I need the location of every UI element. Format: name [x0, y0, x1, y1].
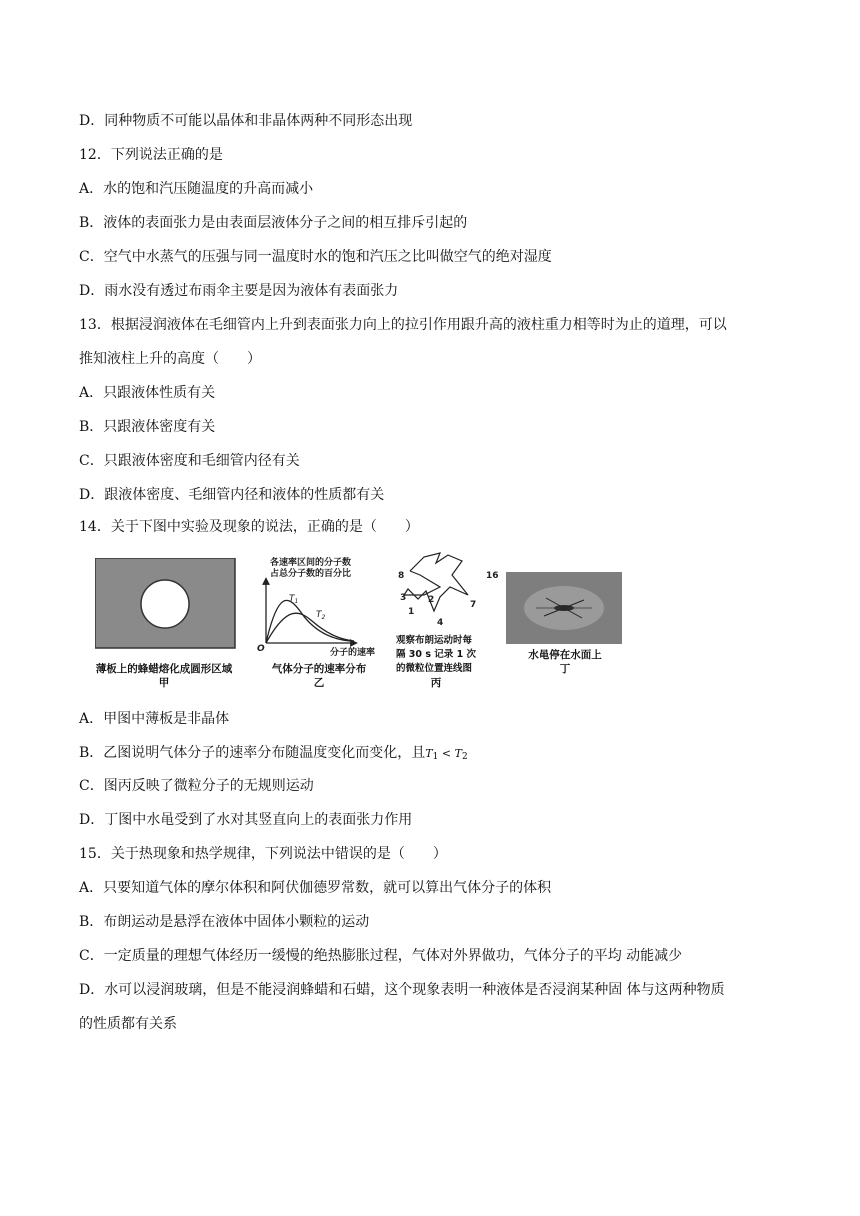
- yi-curve2-label: $T_2$: [316, 610, 326, 621]
- q15-option-c: C．一定质量的理想气体经历一缓慢的绝热膨胀过程，气体对外界做功，气体分子的平均 动能减少: [79, 948, 683, 964]
- q15-option-b: B．布朗运动是悬浮在液体中固体小颗粒的运动: [79, 914, 370, 930]
- bing-point-1: 1: [408, 607, 415, 617]
- q14-option-a: A．甲图中薄板是非晶体: [79, 711, 230, 727]
- bing-point-4: 4: [437, 618, 444, 628]
- figure-bing-caption-3: 的微粒位置连线图: [396, 663, 473, 674]
- figure-bing-caption-1: 观察布朗运动时每: [396, 635, 473, 646]
- yi-xlabel: 分子的速率: [330, 648, 376, 658]
- q13-stem-line2: 推知液柱上升的高度（ ）: [79, 351, 261, 367]
- yi-ylabel-1: 各速率区间的分子数: [270, 558, 352, 568]
- q12-stem: 12．下列说法正确的是: [79, 147, 223, 163]
- q15-stem: 15．关于热现象和热学规律，下列说法中错误的是（ ）: [79, 846, 447, 862]
- figure-bing-caption-2: 隔 30 s 记录 1 次: [396, 649, 477, 660]
- yi-ylabel-2: 占总分子数的百分比: [270, 569, 352, 579]
- figure-yi-label: 乙: [313, 677, 325, 689]
- q14-figures: [84, 551, 624, 701]
- bing-point-3: 3: [400, 593, 407, 603]
- figure-ding-label: 丁: [559, 663, 571, 675]
- q15-option-d-line1: D．水可以浸润玻璃，但是不能浸润蜂蜡和石蜡，这个现象表明一种液体是否浸润某种固 体与这两种物质: [79, 982, 725, 998]
- brownian-path-diagram: [396, 551, 504, 631]
- yi-curve1-label: $T_1$: [289, 594, 299, 605]
- bing-point-8: 8: [398, 571, 405, 581]
- q12-option-c: C．空气中水蒸气的压强与同一温度时水的饱和汽压之比叫做空气的绝对湿度: [79, 249, 552, 265]
- wax-plate-image: [95, 558, 245, 658]
- figure-jia-caption: 薄板上的蜂蜡熔化成圆形区域: [95, 663, 233, 675]
- q15-option-d-line2: 的性质都有关系: [79, 1016, 177, 1032]
- figure-bing-label: 丙: [430, 677, 442, 689]
- q14-option-b: B．乙图说明气体分子的速率分布随温度变化而变化，且$T_1 < T_2$: [79, 745, 468, 762]
- water-strider-photo: [506, 572, 624, 646]
- bing-point-16: 16: [486, 571, 499, 581]
- bing-point-2: 2: [428, 595, 435, 605]
- q12-option-d: D．雨水没有透过布雨伞主要是因为液体有表面张力: [79, 283, 399, 299]
- q14-option-d: D．丁图中水黾受到了水对其竖直向上的表面张力作用: [79, 812, 413, 828]
- q13-option-b: B．只跟液体密度有关: [79, 419, 216, 435]
- q15-option-a: A．只要知道气体的摩尔体积和阿伏伽德罗常数，就可以算出气体分子的体积: [79, 880, 552, 896]
- q13-option-a: A．只跟液体性质有关: [79, 385, 216, 401]
- figure-jia-label: 甲: [158, 677, 170, 689]
- q12-option-a: A．水的饱和汽压随温度的升高而减小: [79, 181, 314, 197]
- q14-option-c: C．图丙反映了微粒分子的无规则运动: [79, 778, 314, 794]
- q14-stem: 14．关于下图中实验及现象的说法，正确的是（ ）: [79, 519, 419, 535]
- q13-stem-line1: 13．根据浸润液体在毛细管内上升到表面张力向上的拉引作用跟升高的液柱重力相等时为止的道理，可以: [79, 317, 727, 333]
- q13-option-d: D．跟液体密度、毛细管内径和液体的性质都有关: [79, 487, 385, 503]
- bing-point-7: 7: [470, 600, 477, 610]
- figure-yi-caption: 气体分子的速率分布: [271, 663, 367, 675]
- figure-ding-caption: 水黾停在水面上: [528, 649, 602, 661]
- q12-option-b: B．液体的表面张力是由表面层液体分子之间的相互排斥引起的: [79, 215, 468, 231]
- yi-origin: O: [257, 644, 265, 654]
- speed-distribution-graph: [254, 551, 384, 659]
- q11-option-d: D．同种物质不可能以晶体和非晶体两种不同形态出现: [79, 113, 413, 129]
- q13-option-c: C．只跟液体密度和毛细管内径有关: [79, 453, 300, 469]
